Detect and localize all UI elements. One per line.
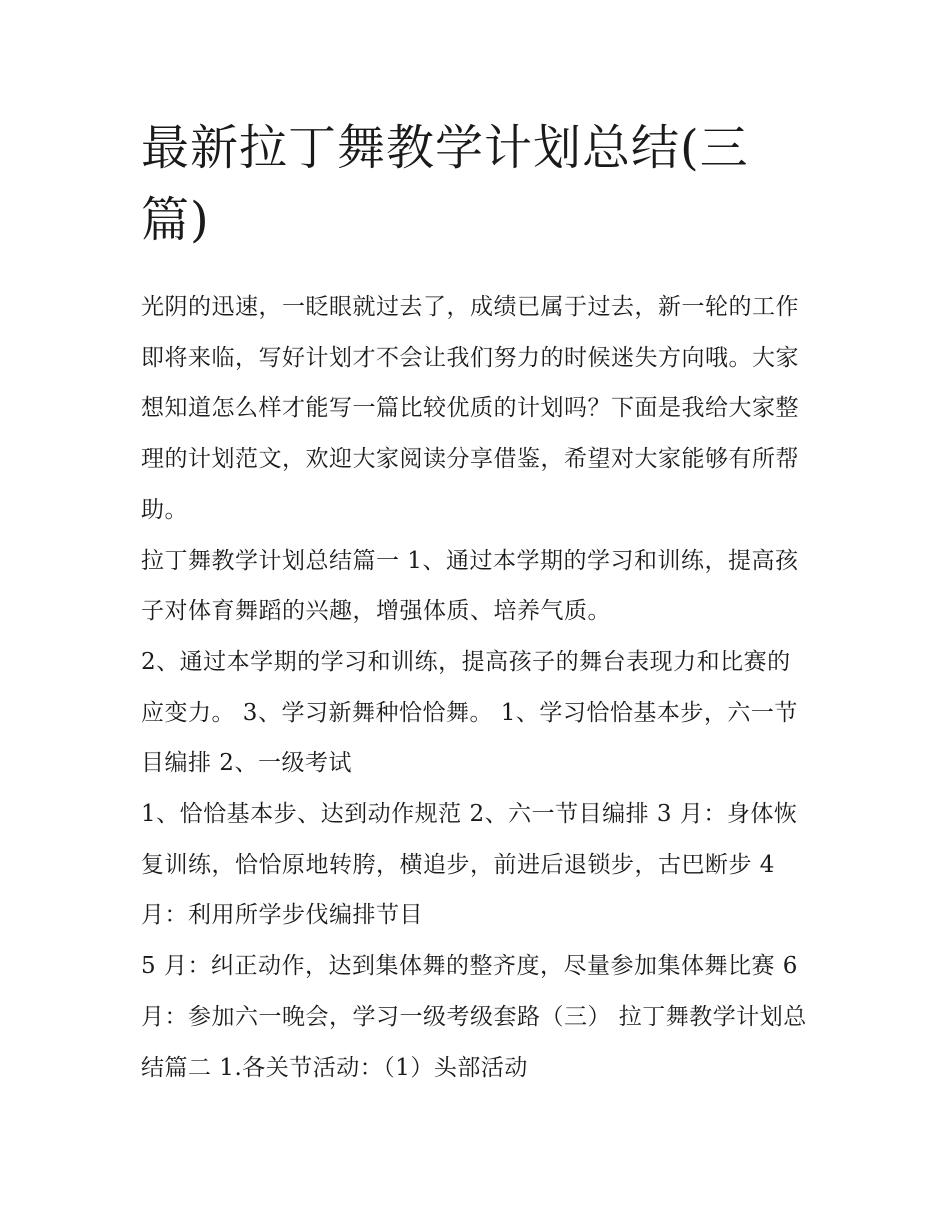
document-title: 最新拉丁舞教学计划总结(三篇) bbox=[141, 120, 749, 248]
body-paragraph-2: 2、通过本学期的学习和训练，提高孩子的舞台表现力和比赛的应变力。 3、学习新舞种恰恰舞。 1、学习恰恰基本步，六一节目编排 2、一级考试 bbox=[141, 648, 798, 777]
intro-paragraph: 光阴的迅速，一眨眼就过去了，成绩已属于过去，新一轮的工作即将来临，写好计划才不会让我们努力的时候迷失方向哦。大家想知道怎么样才能写一篇比较优质的计划吗？下面是我给大家整理的计划范文，欢迎大家阅读分享借鉴，希望对大家能够有所帮助。 bbox=[141, 294, 799, 523]
body-paragraph-1: 拉丁舞教学计划总结篇一 1、通过本学期的学习和训练，提高孩子对体育舞蹈的兴趣，增强体质、培养气质。 bbox=[141, 547, 799, 625]
document-page bbox=[141, 112, 813, 1093]
body-paragraph-3: 1、恰恰基本步、达到动作规范 2、六一节目编排 3 月：身体恢复训练，恰恰原地转胯，横追步，前进后退锁步，古巴断步 4 月：利用所学步伐编排节目 bbox=[141, 801, 798, 929]
body-paragraph-4: 5 月：纠正动作，达到集体舞的整齐度，尽量参加集体舞比赛 6 月：参加六一晚会，学习一级考级套路（三） 拉丁舞教学计划总结篇二 1.各关节活动：（1）头部活动 bbox=[141, 953, 807, 1081]
